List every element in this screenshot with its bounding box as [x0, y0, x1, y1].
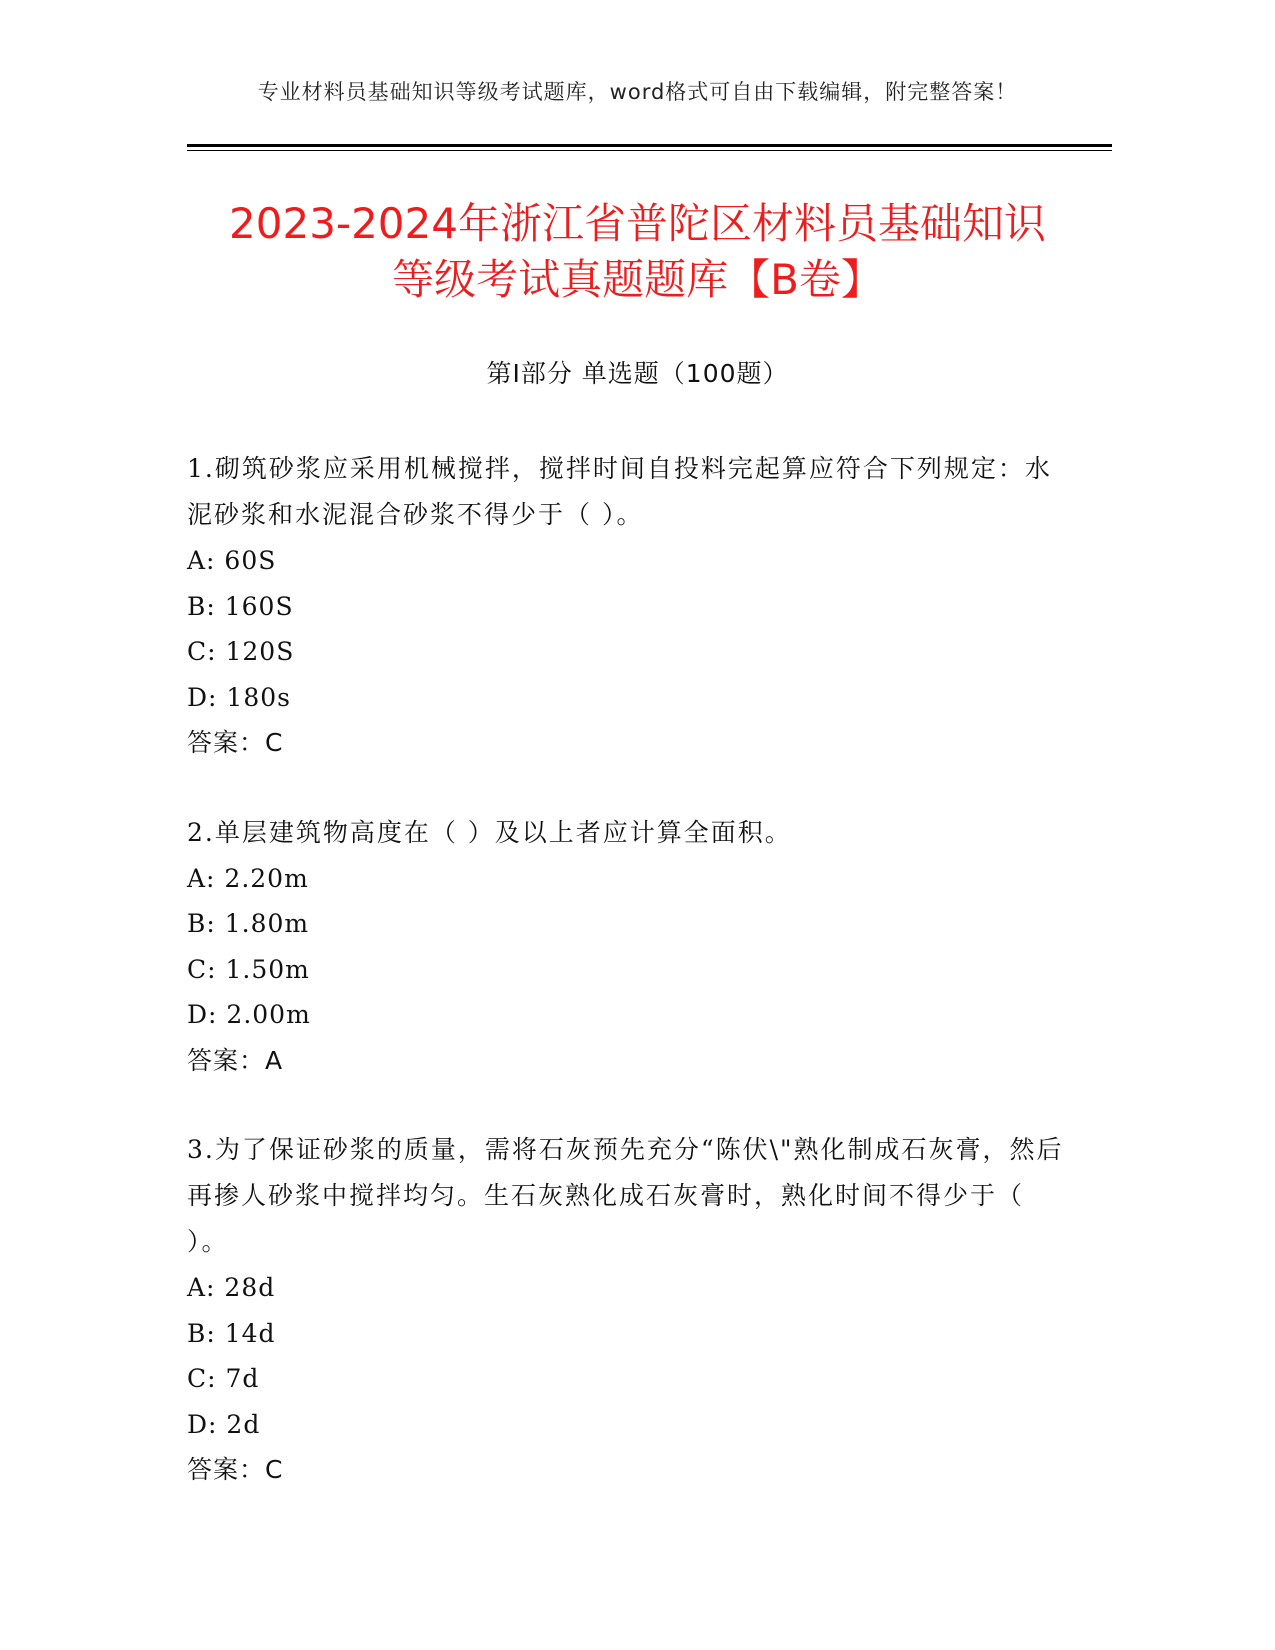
- question-stem: 2.单层建筑物高度在（ ）及以上者应计算全面积。: [187, 817, 792, 847]
- question-stem: 3.为了保证砂浆的质量，需将石灰预先充分“陈伏\"熟化制成石灰膏，然后再掺人砂浆中搅拌均匀。生石灰熟化成石灰膏时，熟化时间不得少于（ ）。: [187, 1135, 1064, 1256]
- option-d: D: 180s: [187, 682, 291, 712]
- option-a: A: 28d: [187, 1273, 276, 1302]
- document-title-line-1: 2023-2024年浙江省普陀区材料员基础知识: [229, 199, 1046, 248]
- option-c: C: 7d: [187, 1364, 260, 1393]
- header-note: 专业材料员基础知识等级考试题库，word格式可自由下载编辑，附完整答案！: [257, 80, 1018, 104]
- answer: 答案：C: [187, 728, 284, 757]
- question-1: [187, 446, 1067, 766]
- header-divider-thin: [187, 150, 1112, 151]
- header-divider-thick: [187, 144, 1112, 147]
- option-c: C: 1.50m: [187, 954, 310, 984]
- question-stem: 1.砌筑砂浆应采用机械搅拌，搅拌时间自投料完起算应符合下列规定：水泥砂浆和水泥混合砂浆不得少于（ ）。: [187, 454, 1052, 529]
- answer: 答案：A: [187, 1045, 284, 1075]
- question-2: [187, 810, 1067, 1084]
- option-b: B: 14d: [187, 1318, 276, 1348]
- option-c: C: 120S: [187, 637, 295, 666]
- option-a: A: 2.20m: [187, 863, 309, 893]
- option-d: D: 2d: [187, 1409, 261, 1439]
- document-title-line-2: 等级考试真题题库【B卷】: [392, 255, 883, 304]
- answer: 答案：C: [187, 1455, 284, 1484]
- section-title: 第I部分 单选题（100题）: [486, 359, 789, 388]
- option-b: B: 160S: [187, 591, 294, 621]
- option-b: B: 1.80m: [187, 909, 310, 938]
- document-title: [0, 196, 1275, 308]
- option-a: A: 60S: [187, 546, 277, 575]
- question-3: [187, 1127, 1067, 1493]
- option-d: D: 2.00m: [187, 1000, 311, 1029]
- question-list: [187, 446, 1067, 1537]
